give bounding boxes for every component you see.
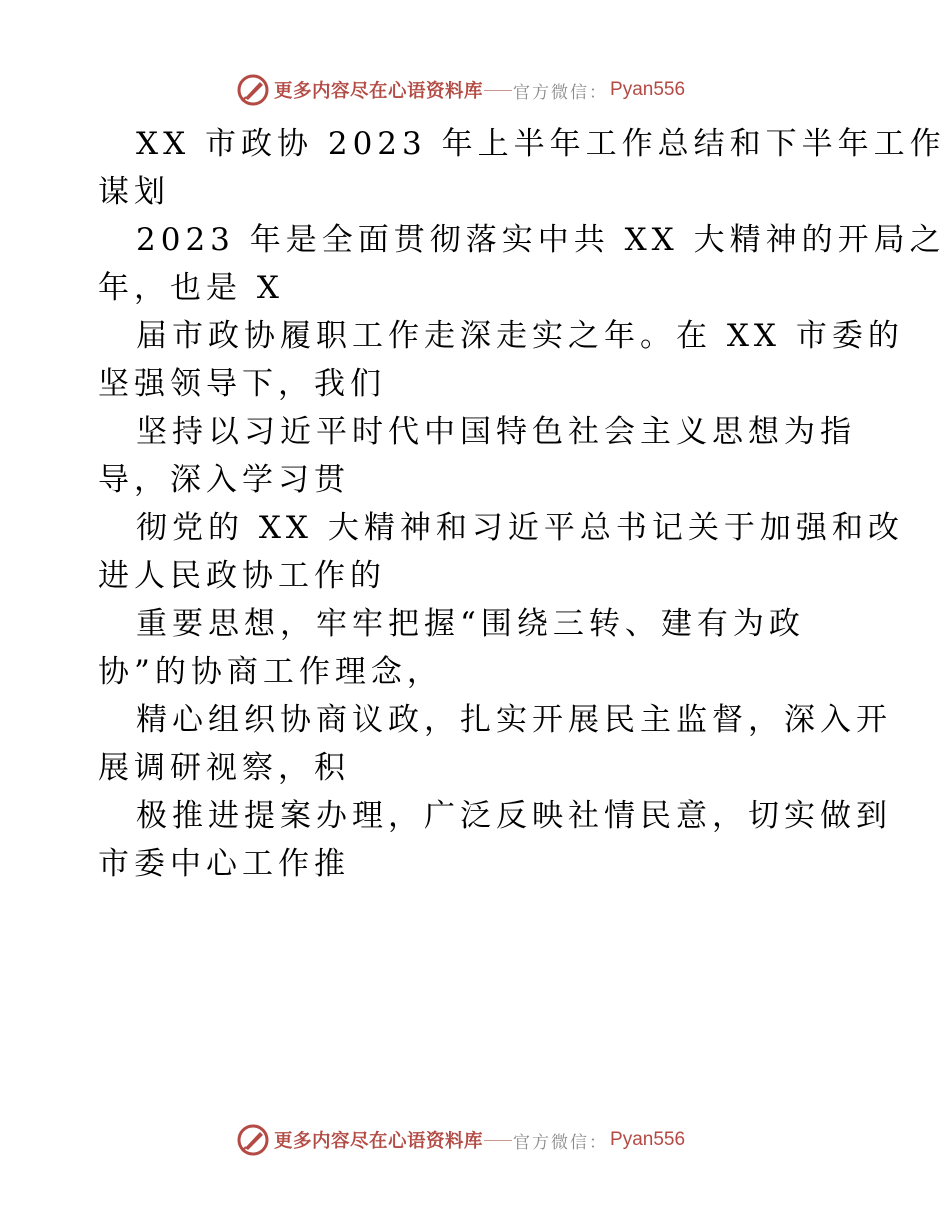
banner-official-label: 官方微信： [513, 82, 609, 103]
banner-official-label: 官方微信： [513, 1132, 609, 1153]
footer-watermark-banner [236, 1122, 685, 1158]
text-line: 进人民政协工作的 [98, 558, 386, 594]
text-line: 届市政协履职工作走深走实之年。在 XX 市委的 [136, 318, 904, 354]
text-line: 协”的协商工作理念， [98, 654, 443, 690]
text-line: 坚强领导下，我们 [98, 366, 386, 402]
text-line: 坚持以习近平时代中国特色社会主义思想为指 [136, 414, 856, 450]
quill-logo-icon [236, 73, 270, 107]
banner-divider [484, 90, 512, 91]
text-line: 年，也是 X [98, 270, 284, 306]
title-line-1: XX 市政协 2023 年上半年工作总结和下半年工作 [136, 126, 946, 162]
text-line: 市委中心工作推 [98, 846, 350, 882]
header-watermark-banner [236, 72, 685, 108]
banner-wechat-id: Pyan556 [610, 79, 686, 100]
banner-title: 更多内容尽在心语资料库 [274, 81, 484, 102]
text-line: 导，深入学习贯 [98, 462, 350, 498]
title-line-2: 谋划 [98, 174, 170, 210]
text-line: 重要思想，牢牢把握“围绕三转、建有为政 [136, 606, 805, 642]
banner-wechat-id: Pyan556 [610, 1129, 686, 1150]
text-line: 彻党的 XX 大精神和习近平总书记关于加强和改 [136, 510, 904, 546]
text-line: 展调研视察，积 [98, 750, 350, 786]
banner-divider [484, 1140, 512, 1141]
document-body [98, 120, 946, 888]
quill-logo-icon [236, 1123, 270, 1157]
banner-title: 更多内容尽在心语资料库 [274, 1131, 484, 1152]
text-line: 精心组织协商议政，扎实开展民主监督，深入开 [136, 702, 892, 738]
text-line: 极推进提案办理，广泛反映社情民意，切实做到 [136, 798, 892, 834]
text-line: 2023 年是全面贯彻落实中共 XX 大精神的开局之 [136, 222, 946, 258]
